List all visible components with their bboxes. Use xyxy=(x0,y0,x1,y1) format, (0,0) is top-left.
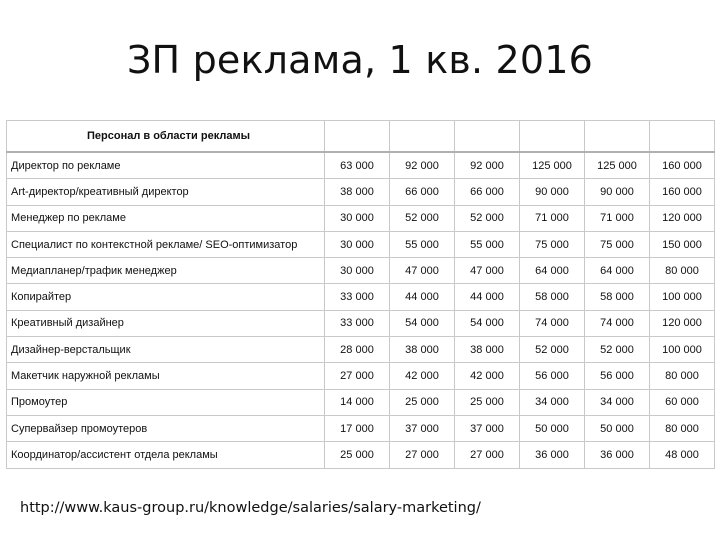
table-row xyxy=(7,363,715,389)
table-row xyxy=(7,337,715,363)
slide-title: ЗП реклама, 1 кв. 2016 xyxy=(126,38,594,82)
table-header-cell xyxy=(390,121,455,153)
salary-value-cell: 66 000 xyxy=(455,179,520,205)
salary-value-cell: 37 000 xyxy=(455,415,520,441)
position-name-cell: Копирайтер xyxy=(7,284,325,310)
position-name-cell: Креативный дизайнер xyxy=(7,310,325,336)
table-body xyxy=(7,152,715,468)
salary-value-cell: 64 000 xyxy=(520,258,585,284)
salary-value-cell: 75 000 xyxy=(520,231,585,257)
salary-value-cell: 33 000 xyxy=(325,310,390,336)
position-name-cell: Art-директор/креативный директор xyxy=(7,179,325,205)
salary-value-cell: 120 000 xyxy=(650,310,715,336)
salary-value-cell: 25 000 xyxy=(325,442,390,468)
table-row xyxy=(7,389,715,415)
salary-value-cell: 58 000 xyxy=(520,284,585,310)
table-row xyxy=(7,442,715,468)
table-header-cell xyxy=(520,121,585,153)
salary-value-cell: 160 000 xyxy=(650,179,715,205)
salary-value-cell: 44 000 xyxy=(390,284,455,310)
salary-value-cell: 92 000 xyxy=(455,152,520,179)
salary-value-cell: 47 000 xyxy=(455,258,520,284)
salary-value-cell: 50 000 xyxy=(520,415,585,441)
salary-value-cell: 36 000 xyxy=(520,442,585,468)
salary-value-cell: 100 000 xyxy=(650,284,715,310)
salary-value-cell: 25 000 xyxy=(390,389,455,415)
salary-value-cell: 90 000 xyxy=(585,179,650,205)
salary-value-cell: 37 000 xyxy=(390,415,455,441)
salary-value-cell: 56 000 xyxy=(585,363,650,389)
salary-value-cell: 90 000 xyxy=(520,179,585,205)
salary-value-cell: 74 000 xyxy=(585,310,650,336)
salary-value-cell: 38 000 xyxy=(455,337,520,363)
position-name-cell: Супервайзер промоутеров xyxy=(7,415,325,441)
position-name-cell: Менеджер по рекламе xyxy=(7,205,325,231)
salary-value-cell: 60 000 xyxy=(650,389,715,415)
table-row xyxy=(7,231,715,257)
salary-value-cell: 47 000 xyxy=(390,258,455,284)
salary-value-cell: 54 000 xyxy=(455,310,520,336)
salary-value-cell: 25 000 xyxy=(455,389,520,415)
position-name-cell: Дизайнер-верстальщик xyxy=(7,337,325,363)
salary-value-cell: 71 000 xyxy=(520,205,585,231)
table-row xyxy=(7,179,715,205)
salary-value-cell: 28 000 xyxy=(325,337,390,363)
salary-value-cell: 27 000 xyxy=(390,442,455,468)
salary-value-cell: 55 000 xyxy=(455,231,520,257)
salary-value-cell: 63 000 xyxy=(325,152,390,179)
salary-value-cell: 27 000 xyxy=(455,442,520,468)
table-row xyxy=(7,284,715,310)
salary-value-cell: 52 000 xyxy=(520,337,585,363)
salary-value-cell: 92 000 xyxy=(390,152,455,179)
salary-value-cell: 71 000 xyxy=(585,205,650,231)
salary-value-cell: 30 000 xyxy=(325,205,390,231)
position-name-cell: Директор по рекламе xyxy=(7,152,325,179)
position-name-cell: Координатор/ассистент отдела рекламы xyxy=(7,442,325,468)
salary-value-cell: 64 000 xyxy=(585,258,650,284)
salary-value-cell: 14 000 xyxy=(325,389,390,415)
table-row xyxy=(7,258,715,284)
salary-value-cell: 150 000 xyxy=(650,231,715,257)
salary-value-cell: 34 000 xyxy=(585,389,650,415)
position-name-cell: Специалист по контекстной рекламе/ SEO-оптимизатор xyxy=(7,231,325,257)
salary-value-cell: 36 000 xyxy=(585,442,650,468)
table-row xyxy=(7,415,715,441)
salary-value-cell: 75 000 xyxy=(585,231,650,257)
salary-value-cell: 52 000 xyxy=(390,205,455,231)
salary-value-cell: 100 000 xyxy=(650,337,715,363)
salary-value-cell: 30 000 xyxy=(325,231,390,257)
table-header-cell xyxy=(585,121,650,153)
salary-value-cell: 30 000 xyxy=(325,258,390,284)
table-header-title: Персонал в области рекламы xyxy=(7,121,325,153)
salary-value-cell: 38 000 xyxy=(325,179,390,205)
salary-value-cell: 38 000 xyxy=(390,337,455,363)
salary-value-cell: 42 000 xyxy=(455,363,520,389)
source-link[interactable]: http://www.kaus-group.ru/knowledge/salaries/salary-marketing/ xyxy=(20,500,481,516)
salary-value-cell: 33 000 xyxy=(325,284,390,310)
salary-value-cell: 120 000 xyxy=(650,205,715,231)
salary-value-cell: 125 000 xyxy=(520,152,585,179)
salary-value-cell: 34 000 xyxy=(520,389,585,415)
table-header-cell xyxy=(650,121,715,153)
salary-value-cell: 42 000 xyxy=(390,363,455,389)
salary-value-cell: 27 000 xyxy=(325,363,390,389)
table-row xyxy=(7,310,715,336)
position-name-cell: Макетчик наружной рекламы xyxy=(7,363,325,389)
salary-value-cell: 80 000 xyxy=(650,415,715,441)
salary-value-cell: 50 000 xyxy=(585,415,650,441)
position-name-cell: Медиапланер/трафик менеджер xyxy=(7,258,325,284)
salary-value-cell: 52 000 xyxy=(455,205,520,231)
salary-value-cell: 55 000 xyxy=(390,231,455,257)
salary-value-cell: 125 000 xyxy=(585,152,650,179)
salary-value-cell: 54 000 xyxy=(390,310,455,336)
table-header-row xyxy=(7,121,715,153)
salary-value-cell: 74 000 xyxy=(520,310,585,336)
table-row xyxy=(7,152,715,179)
table-header-cell xyxy=(455,121,520,153)
table-header-cell xyxy=(325,121,390,153)
salary-value-cell: 160 000 xyxy=(650,152,715,179)
salary-value-cell: 80 000 xyxy=(650,258,715,284)
salary-value-cell: 56 000 xyxy=(520,363,585,389)
salary-value-cell: 80 000 xyxy=(650,363,715,389)
salary-value-cell: 66 000 xyxy=(390,179,455,205)
salary-value-cell: 58 000 xyxy=(585,284,650,310)
salary-value-cell: 48 000 xyxy=(650,442,715,468)
salary-table-container xyxy=(6,120,714,469)
salary-value-cell: 44 000 xyxy=(455,284,520,310)
salary-value-cell: 17 000 xyxy=(325,415,390,441)
salary-value-cell: 52 000 xyxy=(585,337,650,363)
salary-table xyxy=(6,120,715,469)
position-name-cell: Промоутер xyxy=(7,389,325,415)
table-row xyxy=(7,205,715,231)
